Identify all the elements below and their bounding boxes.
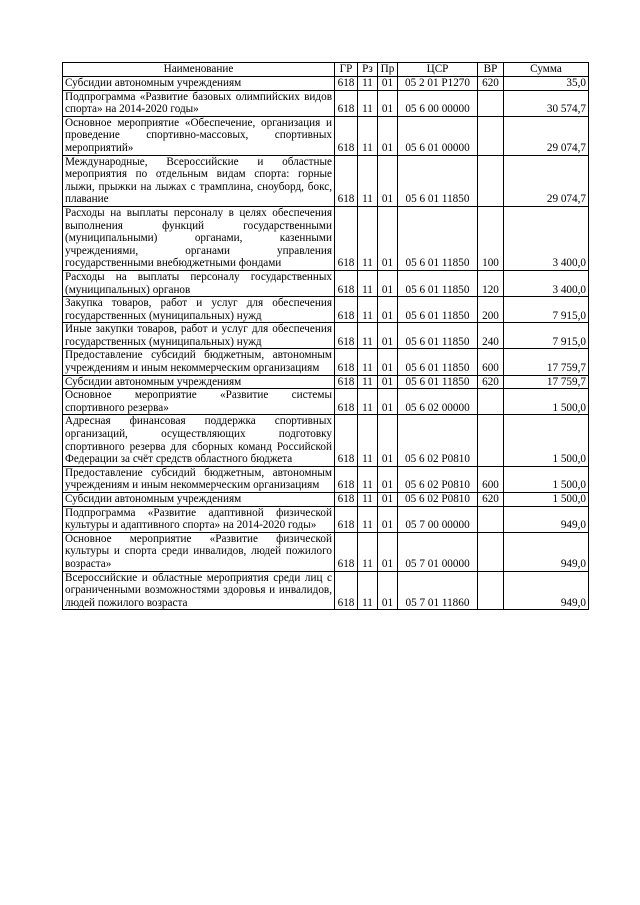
row-rz-cell: 11	[358, 155, 378, 206]
row-rz-cell: 11	[358, 297, 378, 323]
row-gr-cell: 618	[335, 493, 358, 507]
row-gr-cell: 618	[335, 349, 358, 375]
table-row	[63, 389, 589, 415]
budget-table	[62, 62, 589, 610]
row-vr-cell	[478, 155, 504, 206]
header-sum: Сумма	[504, 63, 589, 77]
row-csr-cell: 05 7 01 11860	[398, 571, 478, 610]
row-csr-cell: 05 6 01 11850	[398, 206, 478, 270]
row-rz-cell: 11	[358, 415, 378, 466]
table-header-row	[63, 63, 589, 77]
row-rz-cell: 11	[358, 506, 378, 532]
row-csr-cell: 05 6 01 11850	[398, 375, 478, 389]
row-rz-cell: 11	[358, 349, 378, 375]
table-row	[63, 415, 589, 466]
row-pr-cell: 01	[378, 493, 398, 507]
row-sum-cell: 17 759,7	[504, 375, 589, 389]
row-csr-cell: 05 6 01 11850	[398, 297, 478, 323]
row-vr-cell	[478, 532, 504, 571]
table-row	[63, 571, 589, 610]
row-name-cell: Адресная финансовая поддержка спортивных организаций, осуществляющих подготовку спортивного резерва для сборных команд Российской Федерации за счёт средств областного бюджета	[63, 415, 335, 466]
row-sum-cell: 17 759,7	[504, 349, 589, 375]
row-sum-cell: 29 074,7	[504, 155, 589, 206]
row-sum-cell: 1 500,0	[504, 389, 589, 415]
row-sum-cell: 29 074,7	[504, 116, 589, 155]
row-name-cell: Предоставление субсидий бюджетным, автономным учреждениям и иным некоммерческим организациям	[63, 466, 335, 492]
table-row	[63, 532, 589, 571]
row-name-cell: Подпрограмма «Развитие адаптивной физической культуры и адаптивного спорта» на 2014-2020 годы»	[63, 506, 335, 532]
header-csr: ЦСР	[398, 63, 478, 77]
row-name-cell: Иные закупки товаров, работ и услуг для обеспечения государственных (муниципальных) нужд	[63, 323, 335, 349]
table-row	[63, 375, 589, 389]
row-gr-cell: 618	[335, 116, 358, 155]
row-sum-cell: 3 400,0	[504, 270, 589, 296]
row-pr-cell: 01	[378, 415, 398, 466]
row-csr-cell: 05 7 01 00000	[398, 532, 478, 571]
row-name-cell: Основное мероприятие «Развитие системы спортивного резерва»	[63, 389, 335, 415]
row-sum-cell: 35,0	[504, 77, 589, 91]
row-vr-cell: 240	[478, 323, 504, 349]
row-sum-cell: 949,0	[504, 532, 589, 571]
row-name-cell: Предоставление субсидий бюджетным, автономным учреждениям и иным некоммерческим организациям	[63, 349, 335, 375]
row-vr-cell	[478, 116, 504, 155]
row-vr-cell: 200	[478, 297, 504, 323]
row-sum-cell: 7 915,0	[504, 323, 589, 349]
row-pr-cell: 01	[378, 375, 398, 389]
row-pr-cell: 01	[378, 466, 398, 492]
row-pr-cell: 01	[378, 116, 398, 155]
row-csr-cell: 05 6 00 00000	[398, 90, 478, 116]
row-rz-cell: 11	[358, 90, 378, 116]
row-name-cell: Субсидии автономным учреждениям	[63, 493, 335, 507]
header-name: Наименование	[63, 63, 335, 77]
row-name-cell: Расходы на выплаты персоналу в целях обеспечения выполнения функций государственными (муниципальными) органами, казенными учреждениями, органами управления государственными внебюджетными фондами	[63, 206, 335, 270]
row-name-cell: Подпрограмма «Развитие базовых олимпийских видов спорта» на 2014-2020 годы»	[63, 90, 335, 116]
row-sum-cell: 1 500,0	[504, 466, 589, 492]
row-vr-cell: 620	[478, 493, 504, 507]
row-csr-cell: 05 6 01 11850	[398, 323, 478, 349]
row-rz-cell: 11	[358, 493, 378, 507]
row-sum-cell: 1 500,0	[504, 415, 589, 466]
row-gr-cell: 618	[335, 155, 358, 206]
row-pr-cell: 01	[378, 77, 398, 91]
row-vr-cell: 620	[478, 77, 504, 91]
row-pr-cell: 01	[378, 155, 398, 206]
row-name-cell: Закупка товаров, работ и услуг для обеспечения государственных (муниципальных) нужд	[63, 297, 335, 323]
row-rz-cell: 11	[358, 532, 378, 571]
row-csr-cell: 05 6 02 Р0810	[398, 415, 478, 466]
row-pr-cell: 01	[378, 571, 398, 610]
row-rz-cell: 11	[358, 389, 378, 415]
row-csr-cell: 05 2 01 Р1270	[398, 77, 478, 91]
row-sum-cell: 949,0	[504, 571, 589, 610]
table-row	[63, 466, 589, 492]
row-vr-cell: 600	[478, 466, 504, 492]
header-rz: Рз	[358, 63, 378, 77]
table-row	[63, 77, 589, 91]
table-row	[63, 349, 589, 375]
row-vr-cell	[478, 571, 504, 610]
row-rz-cell: 11	[358, 571, 378, 610]
row-gr-cell: 618	[335, 77, 358, 91]
row-vr-cell: 120	[478, 270, 504, 296]
row-gr-cell: 618	[335, 532, 358, 571]
row-csr-cell: 05 7 00 00000	[398, 506, 478, 532]
row-pr-cell: 01	[378, 270, 398, 296]
row-vr-cell: 100	[478, 206, 504, 270]
row-vr-cell	[478, 389, 504, 415]
row-csr-cell: 05 6 01 11850	[398, 349, 478, 375]
row-name-cell: Субсидии автономным учреждениям	[63, 375, 335, 389]
budget-table-page	[62, 62, 588, 610]
row-vr-cell	[478, 506, 504, 532]
row-name-cell: Расходы на выплаты персоналу государственных (муниципальных) органов	[63, 270, 335, 296]
row-sum-cell: 1 500,0	[504, 493, 589, 507]
row-rz-cell: 11	[358, 77, 378, 91]
row-pr-cell: 01	[378, 506, 398, 532]
row-vr-cell	[478, 415, 504, 466]
row-gr-cell: 618	[335, 375, 358, 389]
table-row	[63, 116, 589, 155]
row-csr-cell: 05 6 02 00000	[398, 389, 478, 415]
row-gr-cell: 618	[335, 323, 358, 349]
row-gr-cell: 618	[335, 389, 358, 415]
row-vr-cell: 600	[478, 349, 504, 375]
row-vr-cell	[478, 90, 504, 116]
row-gr-cell: 618	[335, 297, 358, 323]
row-pr-cell: 01	[378, 206, 398, 270]
row-rz-cell: 11	[358, 206, 378, 270]
row-gr-cell: 618	[335, 270, 358, 296]
table-row	[63, 506, 589, 532]
row-pr-cell: 01	[378, 349, 398, 375]
row-csr-cell: 05 6 01 11850	[398, 270, 478, 296]
row-csr-cell: 05 6 02 Р0810	[398, 493, 478, 507]
row-pr-cell: 01	[378, 323, 398, 349]
row-csr-cell: 05 6 01 00000	[398, 116, 478, 155]
row-pr-cell: 01	[378, 297, 398, 323]
table-row	[63, 323, 589, 349]
row-name-cell: Субсидии автономным учреждениям	[63, 77, 335, 91]
row-gr-cell: 618	[335, 506, 358, 532]
row-vr-cell: 620	[478, 375, 504, 389]
row-name-cell: Основное мероприятие «Обеспечение, организация и проведение спортивно-массовых, спортивных мероприятий»	[63, 116, 335, 155]
header-pr: Пр	[378, 63, 398, 77]
row-pr-cell: 01	[378, 90, 398, 116]
row-gr-cell: 618	[335, 206, 358, 270]
table-row	[63, 493, 589, 507]
row-csr-cell: 05 6 02 Р0810	[398, 466, 478, 492]
row-pr-cell: 01	[378, 389, 398, 415]
row-sum-cell: 7 915,0	[504, 297, 589, 323]
row-gr-cell: 618	[335, 90, 358, 116]
row-name-cell: Всероссийские и областные мероприятия среди лиц с ограниченными возможностями здоровья и инвалидов, людей пожилого возраста	[63, 571, 335, 610]
row-rz-cell: 11	[358, 375, 378, 389]
row-csr-cell: 05 6 01 11850	[398, 155, 478, 206]
row-rz-cell: 11	[358, 116, 378, 155]
row-name-cell: Международные, Всероссийские и областные мероприятия по отдельным видам спорта: горные лыжи, прыжки на лыжах с трамплина, сноуборд, бокс, плавание	[63, 155, 335, 206]
table-row	[63, 270, 589, 296]
row-rz-cell: 11	[358, 466, 378, 492]
row-gr-cell: 618	[335, 466, 358, 492]
header-gr: ГР	[335, 63, 358, 77]
table-row	[63, 155, 589, 206]
row-sum-cell: 949,0	[504, 506, 589, 532]
row-sum-cell: 30 574,7	[504, 90, 589, 116]
row-rz-cell: 11	[358, 270, 378, 296]
row-pr-cell: 01	[378, 532, 398, 571]
row-sum-cell: 3 400,0	[504, 206, 589, 270]
row-gr-cell: 618	[335, 415, 358, 466]
row-rz-cell: 11	[358, 323, 378, 349]
table-row	[63, 206, 589, 270]
table-row	[63, 297, 589, 323]
table-row	[63, 90, 589, 116]
row-gr-cell: 618	[335, 571, 358, 610]
row-name-cell: Основное мероприятие «Развитие физической культуры и спорта среди инвалидов, людей пожилого возраста»	[63, 532, 335, 571]
header-vr: ВР	[478, 63, 504, 77]
